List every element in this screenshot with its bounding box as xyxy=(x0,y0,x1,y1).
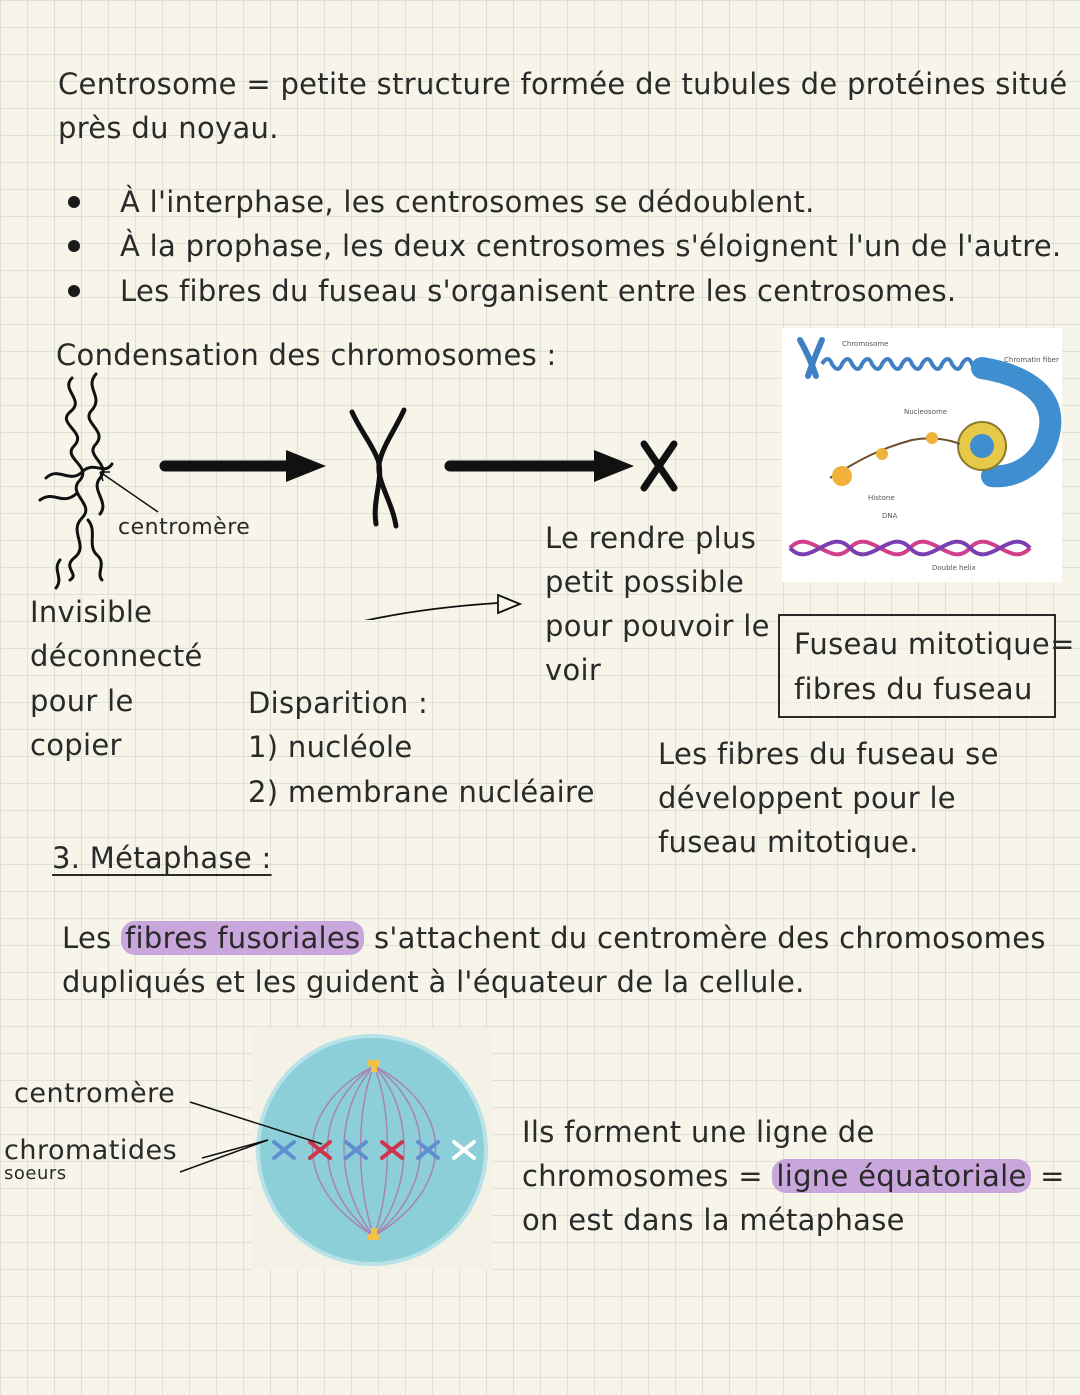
condensation-title: Condensation des chromosomes : xyxy=(56,338,557,372)
bullet-item: À la prophase, les deux centrosomes s'éloignent l'un de l'autre. xyxy=(120,229,1062,263)
bullet-item: À l'interphase, les centrosomes se dédoublent. xyxy=(120,185,815,219)
disparition-item: 2) membrane nucléaire xyxy=(248,775,595,809)
disparition-item: 1) nucléole xyxy=(248,730,413,764)
metaphase-sentence-line-1 xyxy=(62,916,1046,960)
left-note-line: pour le xyxy=(30,684,134,718)
highlight-fibres-fusoriales: fibres fusoriales xyxy=(121,921,364,955)
highlight-ligne-equatoriale: ligne équatoriale xyxy=(772,1159,1030,1193)
right-note-line: petit possible xyxy=(545,565,745,599)
sentence-text: Les xyxy=(62,921,112,955)
chromatides-label: chromatides xyxy=(4,1135,178,1166)
sentence-text: s'attachent du centromère des chromosomes xyxy=(374,921,1046,955)
bullet-item: Les fibres du fuseau s'organisent entre les centrosomes. xyxy=(120,274,957,308)
bullet-dot xyxy=(68,285,80,297)
right-note-line: Le rendre plus xyxy=(545,521,757,555)
fuseau-note-line: Les fibres du fuseau se xyxy=(658,737,999,771)
right-text: chromosomes = xyxy=(522,1159,763,1193)
histone-label: Histone xyxy=(868,494,895,502)
chromatin-coil xyxy=(822,359,982,369)
intro-line-1: Centrosome = petite structure formée de tubules de protéines situé xyxy=(58,67,1068,101)
chromatin-label: Chromatin fiber xyxy=(1004,356,1059,364)
dna-label: DNA xyxy=(882,512,898,520)
bullet-dot xyxy=(68,240,80,252)
left-note-line: copier xyxy=(30,728,122,762)
condensed-chromosome-icon xyxy=(644,444,674,488)
left-note-line: Invisible xyxy=(30,595,153,629)
metaphase-right-line-1: Ils forment une ligne de xyxy=(522,1115,875,1149)
centromere-label: centromère xyxy=(14,1078,176,1109)
fuseau-box-line: Fuseau mitotique= xyxy=(794,627,1075,661)
chromosome-x-icon xyxy=(800,340,822,376)
chromosome-icon xyxy=(352,410,404,526)
metaphase-heading: 3. Métaphase : xyxy=(52,841,272,875)
right-note-line: pour pouvoir le xyxy=(545,609,770,643)
centromere-pointer xyxy=(100,472,158,512)
nucleosome-label: Nucleosome xyxy=(904,408,948,416)
bullet-dot xyxy=(68,196,80,208)
arrow-head-icon xyxy=(498,595,520,613)
disparition-title: Disparition : xyxy=(248,686,429,720)
fuseau-box-line: fibres du fuseau xyxy=(794,672,1033,706)
dna-structure-figure xyxy=(782,328,1062,582)
right-note-line: voir xyxy=(545,653,602,687)
fuseau-definition-box xyxy=(778,614,1075,718)
metaphase-right-line-2 xyxy=(522,1154,1065,1198)
centromere-label: centromère xyxy=(118,515,251,540)
fuseau-note-line: fuseau mitotique. xyxy=(658,825,919,859)
right-text: = xyxy=(1040,1159,1065,1193)
chromosome-label: Chromosome xyxy=(842,340,889,348)
fuseau-note-line: développent pour le xyxy=(658,781,956,815)
arrow-right-icon xyxy=(450,450,634,482)
intro-line-2: près du noyau. xyxy=(58,111,279,145)
metaphase-sentence-line-2: dupliqués et les guident à l'équateur de la cellule. xyxy=(62,965,805,999)
dna-structure-illustration xyxy=(782,328,1062,582)
metaphase-right-line-3: on est dans la métaphase xyxy=(522,1203,905,1237)
soeurs-label: soeurs xyxy=(4,1163,67,1184)
arrow-right-icon xyxy=(165,450,326,482)
left-note-line: déconnecté xyxy=(30,639,203,673)
double-helix-label: Double helix xyxy=(932,564,976,572)
curved-arrow xyxy=(236,603,498,620)
chromatin-tangle xyxy=(40,374,112,588)
